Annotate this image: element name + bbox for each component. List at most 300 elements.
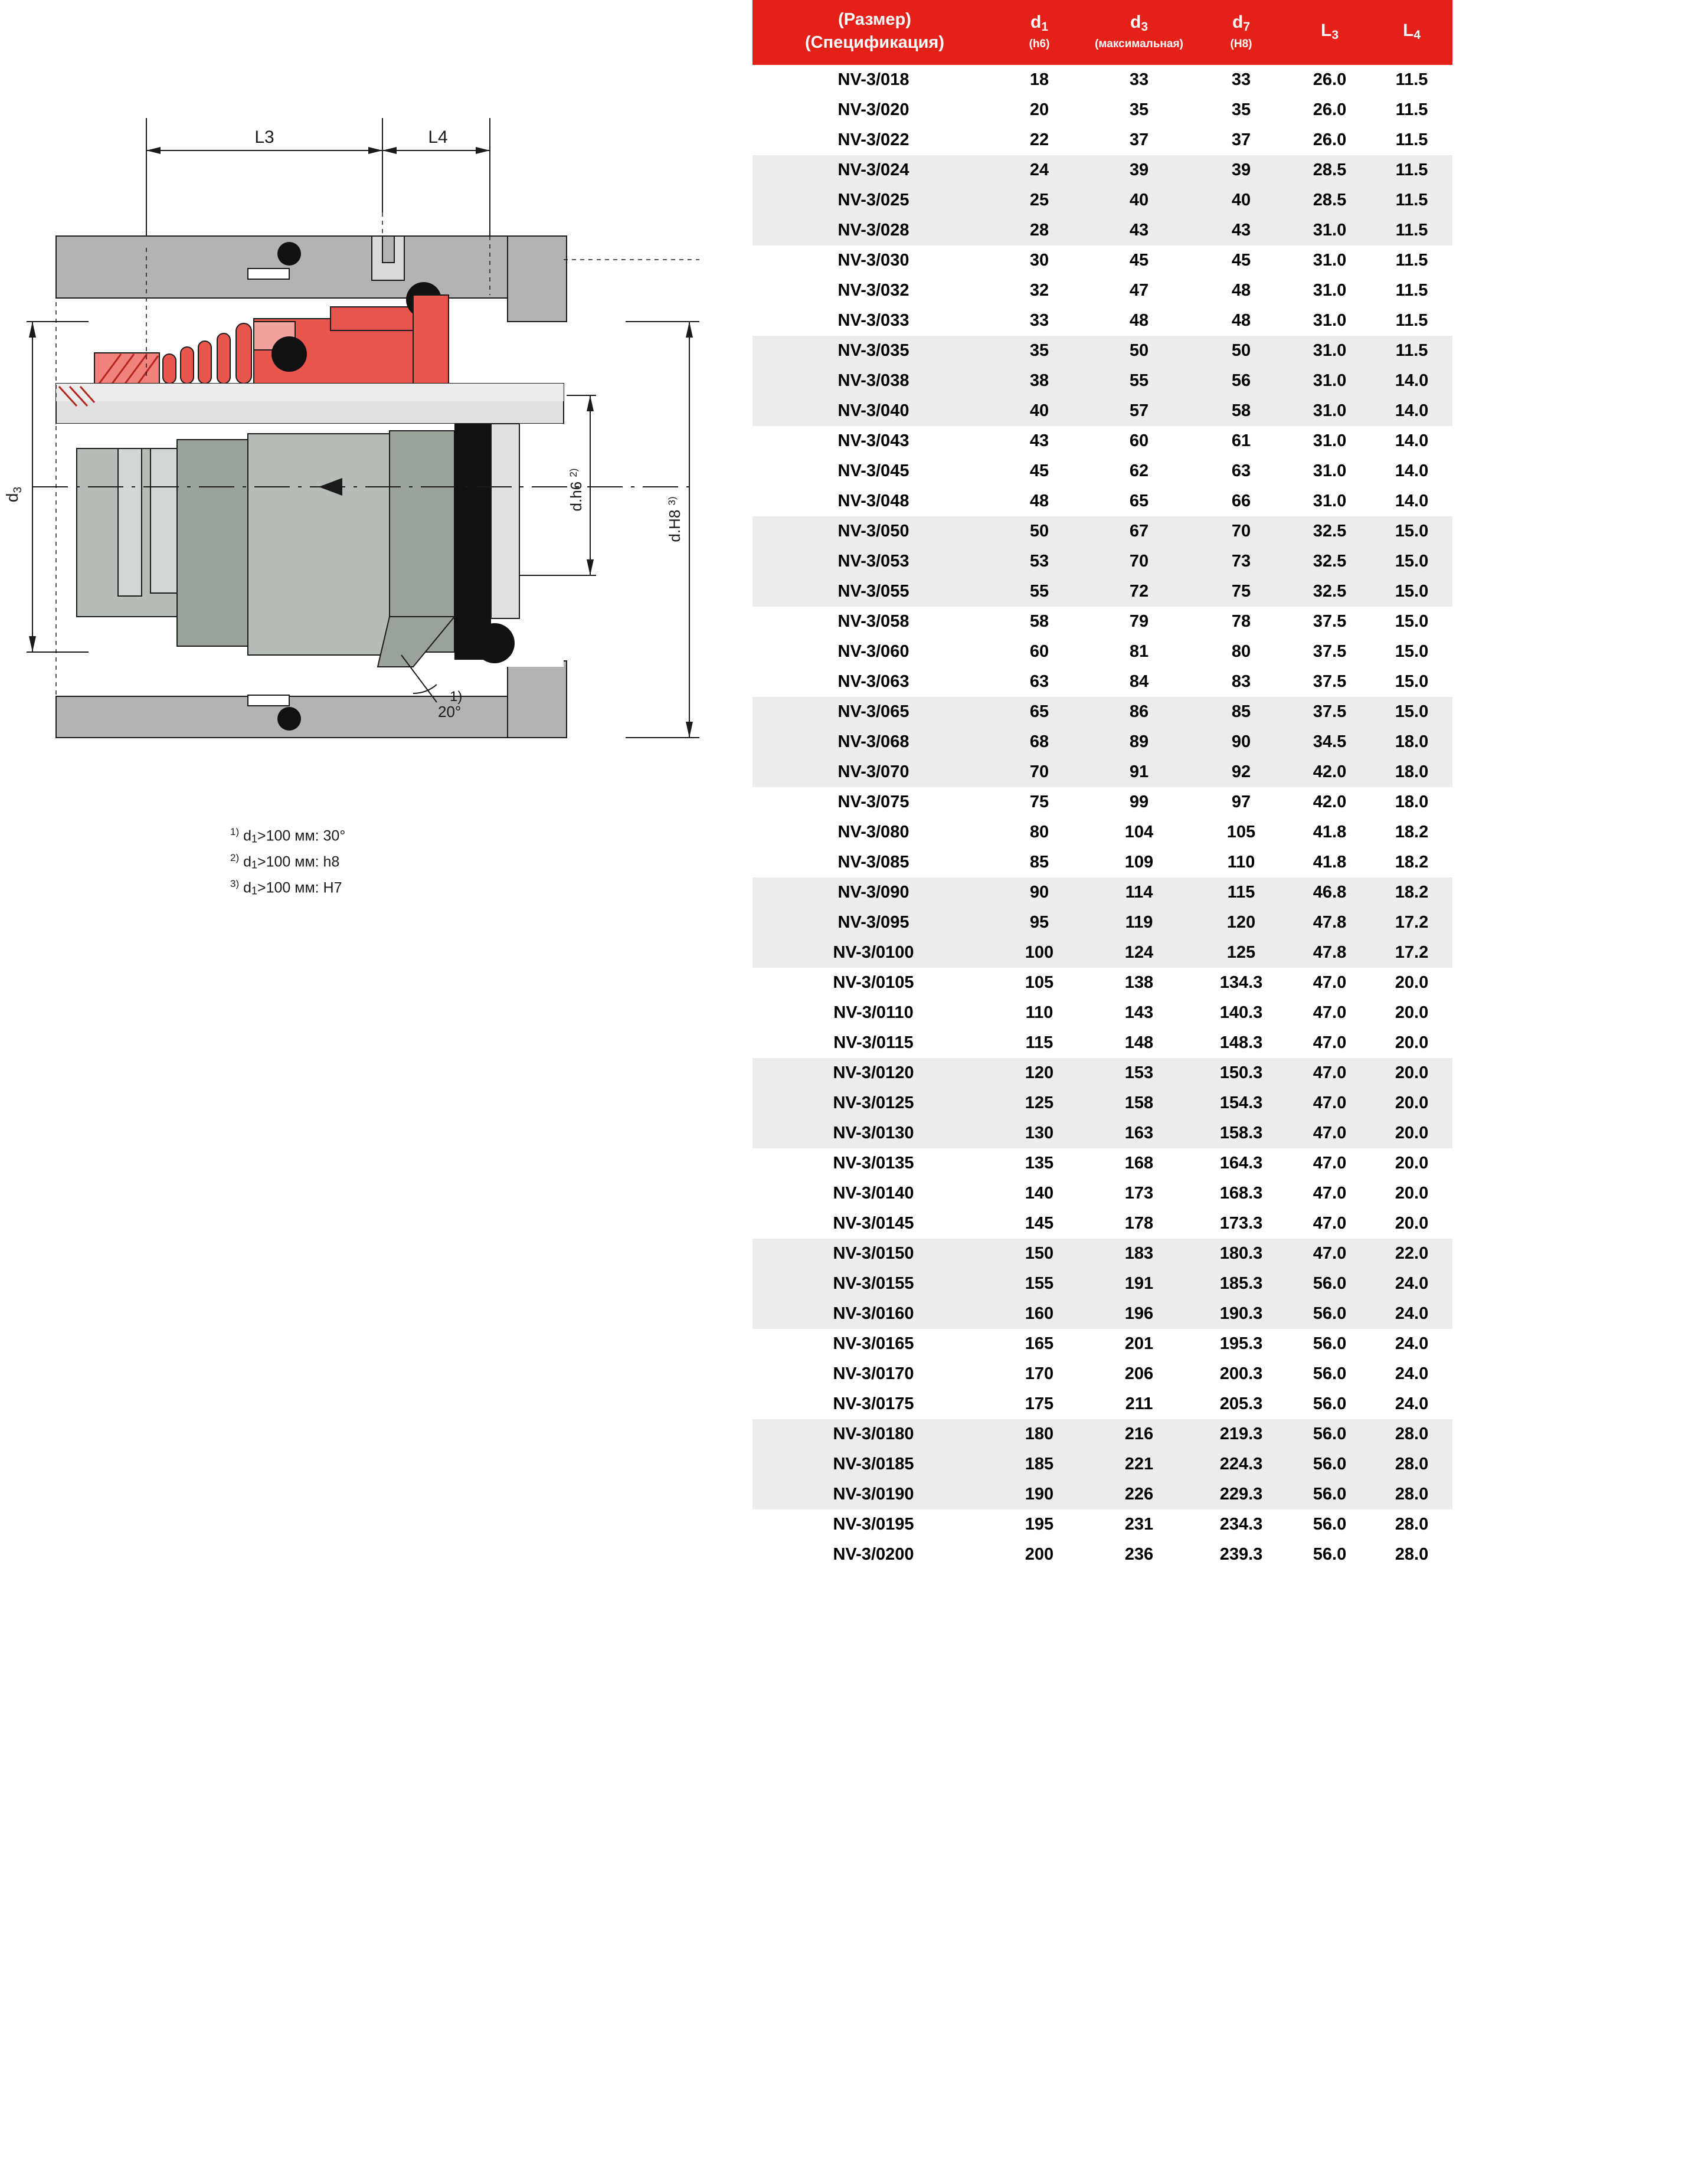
cell-l4: 15.0 [1371,637,1452,667]
table-row [752,125,1452,155]
dimension-label-l4: L4 [428,127,448,147]
cell-size: NV-3/0135 [752,1148,994,1178]
cell-l3: 28.5 [1288,185,1371,215]
cell-d1: 60 [994,637,1084,667]
table-row [752,336,1452,366]
cell-l4: 20.0 [1371,1058,1452,1088]
cell-d3: 99 [1084,787,1194,817]
cell-d1: 30 [994,245,1084,276]
table-row [752,787,1452,817]
cell-d3: 109 [1084,847,1194,877]
cell-l4: 11.5 [1371,215,1452,245]
dimension-label-d3: $d_3$ [3,486,24,503]
column-header-d7-symbol: d [1232,12,1244,32]
column-header-d1 [994,0,1084,65]
cell-l4: 20.0 [1371,998,1452,1028]
cell-l4: 28.0 [1371,1419,1452,1449]
cell-d1: 120 [994,1058,1084,1088]
cell-d7: 90 [1194,727,1288,757]
footnote-1-subscript: 1 [251,833,257,845]
cell-l3: 56.0 [1288,1479,1371,1509]
cell-l4: 11.5 [1371,245,1452,276]
cell-d7: 219.3 [1194,1419,1288,1449]
cell-d3: 70 [1084,546,1194,577]
table-row [752,1299,1452,1329]
cell-l3: 31.0 [1288,276,1371,306]
cell-size: NV-3/038 [752,366,994,396]
cell-d7: 97 [1194,787,1288,817]
cell-l3: 47.0 [1288,1118,1371,1148]
cell-size: NV-3/0155 [752,1269,994,1299]
cell-d3: 216 [1084,1419,1194,1449]
cell-size: NV-3/070 [752,757,994,787]
table-row [752,396,1452,426]
cell-size: NV-3/020 [752,95,994,125]
cell-d3: 148 [1084,1028,1194,1058]
cell-d1: 155 [994,1269,1084,1299]
cell-l4: 20.0 [1371,1028,1452,1058]
cell-size: NV-3/0170 [752,1359,994,1389]
table-row [752,1028,1452,1058]
table-row [752,426,1452,456]
cell-d3: 104 [1084,817,1194,847]
table-row [752,1118,1452,1148]
cell-l4: 20.0 [1371,968,1452,998]
footnote-1-symbol: d [243,827,251,844]
cell-size: NV-3/028 [752,215,994,245]
cell-l3: 31.0 [1288,396,1371,426]
sealing-face-column [454,424,491,660]
cell-d1: 35 [994,336,1084,366]
table-row [752,877,1452,908]
cell-l4: 11.5 [1371,65,1452,95]
cell-d7: 168.3 [1194,1178,1288,1209]
cell-d7: 234.3 [1194,1509,1288,1540]
footnote-1-marker: 1) [230,826,240,837]
cell-d3: 178 [1084,1209,1194,1239]
cell-l3: 31.0 [1288,366,1371,396]
column-header-d7 [1194,0,1288,65]
cell-l3: 56.0 [1288,1329,1371,1359]
cell-d3: 72 [1084,577,1194,607]
table-row [752,1239,1452,1269]
cell-d7: 190.3 [1194,1299,1288,1329]
cell-d7: 92 [1194,757,1288,787]
cell-d1: 43 [994,426,1084,456]
column-header-size-line2: (Спецификация) [805,33,944,53]
cell-l4: 15.0 [1371,667,1452,697]
column-header-size [752,0,994,65]
cell-size: NV-3/0195 [752,1509,994,1540]
cell-d7: 48 [1194,306,1288,336]
cell-l4: 18.2 [1371,847,1452,877]
cell-d3: 60 [1084,426,1194,456]
column-header-d3-symbol: d [1130,12,1141,32]
cell-size: NV-3/0185 [752,1449,994,1479]
cell-d7: 80 [1194,637,1288,667]
cell-l4: 18.2 [1371,877,1452,908]
cell-l3: 56.0 [1288,1389,1371,1419]
cell-size: NV-3/095 [752,908,994,938]
cell-d1: 115 [994,1028,1084,1058]
column-header-d3 [1084,0,1194,65]
cell-d7: 35 [1194,95,1288,125]
cell-d7: 239.3 [1194,1540,1288,1570]
table-row [752,908,1452,938]
cell-size: NV-3/075 [752,787,994,817]
cell-l3: 47.0 [1288,1209,1371,1239]
cell-l3: 56.0 [1288,1540,1371,1570]
cell-d1: 140 [994,1178,1084,1209]
cell-size: NV-3/0180 [752,1419,994,1449]
cell-d3: 67 [1084,516,1194,546]
cell-l3: 37.5 [1288,667,1371,697]
cell-l3: 31.0 [1288,245,1371,276]
table-row [752,155,1452,185]
cell-size: NV-3/0165 [752,1329,994,1359]
cell-d7: 229.3 [1194,1479,1288,1509]
cell-d7: 37 [1194,125,1288,155]
cell-d7: 125 [1194,938,1288,968]
footnote-3-text: >100 мм: H7 [257,879,342,896]
cell-l3: 41.8 [1288,847,1371,877]
cell-d1: 200 [994,1540,1084,1570]
cell-d1: 40 [994,396,1084,426]
cell-d1: 63 [994,667,1084,697]
table-row [752,185,1452,215]
cell-size: NV-3/0175 [752,1389,994,1419]
shaft-highlight [56,384,564,401]
cell-d7: 115 [1194,877,1288,908]
cell-d1: 180 [994,1419,1084,1449]
cell-l3: 46.8 [1288,877,1371,908]
cell-l3: 47.0 [1288,968,1371,998]
dimension-label-dh6: d.h6 $^{2)}$ [567,468,585,512]
cell-d1: 100 [994,938,1084,968]
cell-size: NV-3/0100 [752,938,994,968]
cell-size: NV-3/058 [752,607,994,637]
angle-callout-value: 20° [438,703,462,721]
table-row [752,1419,1452,1449]
footnote-3-subscript: 1 [251,885,257,897]
table-row [752,516,1452,546]
cell-l3: 31.0 [1288,215,1371,245]
cell-d7: 85 [1194,697,1288,727]
dimension-label-l3: L3 [254,127,274,147]
cell-d7: 43 [1194,215,1288,245]
footnote-1-text: >100 мм: 30° [257,827,346,844]
angle-callout-superscript: 1) [450,689,463,705]
cell-size: NV-3/085 [752,847,994,877]
cell-d7: 56 [1194,366,1288,396]
cell-l4: 11.5 [1371,95,1452,125]
cell-d1: 48 [994,486,1084,516]
cell-size: NV-3/050 [752,516,994,546]
cell-d7: 148.3 [1194,1028,1288,1058]
cell-l3: 47.0 [1288,1088,1371,1118]
cell-size: NV-3/060 [752,637,994,667]
cell-l3: 56.0 [1288,1269,1371,1299]
cell-d1: 20 [994,95,1084,125]
cell-d3: 89 [1084,727,1194,757]
cell-l4: 20.0 [1371,1118,1452,1148]
cell-d3: 81 [1084,637,1194,667]
footnote-2-text: >100 мм: h8 [257,853,340,870]
cell-d7: 33 [1194,65,1288,95]
cell-l4: 15.0 [1371,516,1452,546]
cell-d1: 68 [994,727,1084,757]
table-row [752,1540,1452,1570]
cell-l3: 56.0 [1288,1419,1371,1449]
cell-d3: 47 [1084,276,1194,306]
cell-d3: 79 [1084,607,1194,637]
table-row [752,366,1452,396]
cell-l3: 26.0 [1288,65,1371,95]
cell-size: NV-3/0200 [752,1540,994,1570]
cell-size: NV-3/068 [752,727,994,757]
column-header-l3-subscript: 3 [1331,28,1339,42]
column-header-d3-unit: (максимальная) [1095,37,1183,50]
cell-l4: 28.0 [1371,1540,1452,1570]
column-header-size-line1: (Размер) [838,10,911,29]
cell-d1: 110 [994,998,1084,1028]
cell-l3: 42.0 [1288,787,1371,817]
cell-l4: 15.0 [1371,697,1452,727]
footnote-3-symbol: d [243,879,251,896]
footnote-3 [230,875,345,901]
cell-d1: 58 [994,607,1084,637]
table-row [752,577,1452,607]
table-row [752,637,1452,667]
cell-size: NV-3/065 [752,697,994,727]
cell-size: NV-3/0130 [752,1118,994,1148]
cell-d3: 236 [1084,1540,1194,1570]
dimension-label-dh8: d.H8 $^{3)}$ [666,496,683,542]
housing-groove [372,236,404,280]
footnote-2 [230,849,345,875]
cell-d7: 134.3 [1194,968,1288,998]
column-header-d7-unit: (H8) [1230,37,1252,50]
cell-d1: 160 [994,1299,1084,1329]
cell-d7: 180.3 [1194,1239,1288,1269]
table-row [752,1509,1452,1540]
cell-d7: 61 [1194,426,1288,456]
cell-size: NV-3/0115 [752,1028,994,1058]
cell-l4: 22.0 [1371,1239,1452,1269]
cell-l4: 28.0 [1371,1449,1452,1479]
column-header-l3 [1288,0,1371,65]
technical-drawing [0,0,735,1003]
cell-l3: 47.0 [1288,1028,1371,1058]
cell-l4: 17.2 [1371,908,1452,938]
cell-l3: 34.5 [1288,727,1371,757]
cell-l3: 47.0 [1288,1058,1371,1088]
cell-d3: 91 [1084,757,1194,787]
cell-d3: 231 [1084,1509,1194,1540]
cell-d7: 195.3 [1194,1329,1288,1359]
cell-d3: 138 [1084,968,1194,998]
table-row [752,1269,1452,1299]
cell-l3: 28.5 [1288,155,1371,185]
cell-l3: 47.0 [1288,998,1371,1028]
cell-l4: 20.0 [1371,1088,1452,1118]
table-row [752,245,1452,276]
table-row [752,1178,1452,1209]
cell-l4: 11.5 [1371,306,1452,336]
cell-size: NV-3/045 [752,456,994,486]
secondary-oring [475,623,515,663]
cell-l4: 24.0 [1371,1329,1452,1359]
table-body [752,65,1452,1570]
table-row [752,1449,1452,1479]
cell-d1: 190 [994,1479,1084,1509]
cell-d1: 85 [994,847,1084,877]
cell-d3: 168 [1084,1148,1194,1178]
cell-size: NV-3/030 [752,245,994,276]
table-row [752,1389,1452,1419]
cell-l4: 20.0 [1371,1178,1452,1209]
cell-d7: 70 [1194,516,1288,546]
cell-size: NV-3/0190 [752,1479,994,1509]
cell-l3: 32.5 [1288,577,1371,607]
table-row [752,727,1452,757]
cell-size: NV-3/0120 [752,1058,994,1088]
cell-l3: 26.0 [1288,95,1371,125]
table-row [752,1359,1452,1389]
cell-d7: 75 [1194,577,1288,607]
table-row [752,306,1452,336]
cell-d3: 183 [1084,1239,1194,1269]
cell-d7: 66 [1194,486,1288,516]
cell-l4: 20.0 [1371,1209,1452,1239]
cell-d1: 22 [994,125,1084,155]
cell-l3: 32.5 [1288,546,1371,577]
footnote-2-marker: 2) [230,852,240,864]
specification-table [752,0,1452,1570]
cell-d3: 201 [1084,1329,1194,1359]
cell-d1: 75 [994,787,1084,817]
table-row [752,65,1452,95]
cell-d1: 105 [994,968,1084,998]
cell-size: NV-3/018 [752,65,994,95]
table-row [752,546,1452,577]
cell-d1: 28 [994,215,1084,245]
cell-d3: 163 [1084,1118,1194,1148]
cell-d1: 165 [994,1329,1084,1359]
cell-l4: 18.0 [1371,727,1452,757]
cell-d3: 40 [1084,185,1194,215]
drawing-footnotes [230,823,345,901]
cell-d1: 25 [994,185,1084,215]
cell-d3: 226 [1084,1479,1194,1509]
cell-l4: 14.0 [1371,366,1452,396]
table-row [752,456,1452,486]
cell-l3: 31.0 [1288,336,1371,366]
cell-d1: 130 [994,1118,1084,1148]
cell-l3: 37.5 [1288,607,1371,637]
cell-d7: 205.3 [1194,1389,1288,1419]
cell-d7: 58 [1194,396,1288,426]
cell-l4: 11.5 [1371,125,1452,155]
cell-d3: 191 [1084,1269,1194,1299]
cell-l3: 56.0 [1288,1359,1371,1389]
cell-l4: 18.0 [1371,757,1452,787]
cell-l3: 37.5 [1288,697,1371,727]
cell-d7: 40 [1194,185,1288,215]
cell-l4: 15.0 [1371,546,1452,577]
column-header-l3-symbol: L [1320,20,1332,40]
column-header-d1-unit: (h6) [1029,37,1050,50]
column-header-l4 [1371,0,1452,65]
cell-d1: 70 [994,757,1084,787]
cell-d3: 43 [1084,215,1194,245]
cell-l4: 17.2 [1371,938,1452,968]
cell-size: NV-3/0140 [752,1178,994,1209]
cell-l4: 24.0 [1371,1299,1452,1329]
cell-l3: 37.5 [1288,637,1371,667]
cell-d3: 84 [1084,667,1194,697]
column-header-d7-subscript: 7 [1243,20,1250,34]
cell-d1: 145 [994,1209,1084,1239]
cell-d7: 45 [1194,245,1288,276]
cell-d1: 18 [994,65,1084,95]
cell-l3: 31.0 [1288,456,1371,486]
cell-d3: 173 [1084,1178,1194,1209]
footnote-2-subscript: 1 [251,859,257,871]
cell-d1: 65 [994,697,1084,727]
cell-size: NV-3/022 [752,125,994,155]
cell-d7: 48 [1194,276,1288,306]
cell-d1: 50 [994,516,1084,546]
table-row [752,95,1452,125]
cell-size: NV-3/053 [752,546,994,577]
cell-d1: 90 [994,877,1084,908]
cell-d7: 185.3 [1194,1269,1288,1299]
cell-size: NV-3/0125 [752,1088,994,1118]
cell-d3: 221 [1084,1449,1194,1479]
cell-d1: 95 [994,908,1084,938]
cell-size: NV-3/0110 [752,998,994,1028]
cell-l4: 18.0 [1371,787,1452,817]
table-row [752,1479,1452,1509]
cell-l3: 47.8 [1288,938,1371,968]
cell-l3: 56.0 [1288,1509,1371,1540]
cell-d1: 80 [994,817,1084,847]
cell-d7: 140.3 [1194,998,1288,1028]
cell-d3: 50 [1084,336,1194,366]
cell-l3: 31.0 [1288,306,1371,336]
column-header-l4-symbol: L [1402,20,1414,40]
table-row [752,1088,1452,1118]
cell-d7: 50 [1194,336,1288,366]
cell-d1: 53 [994,546,1084,577]
cell-l3: 47.0 [1288,1239,1371,1269]
cell-d3: 35 [1084,95,1194,125]
cell-l4: 24.0 [1371,1359,1452,1389]
cell-size: NV-3/063 [752,667,994,697]
cell-l4: 28.0 [1371,1479,1452,1509]
cell-d1: 150 [994,1239,1084,1269]
cell-d3: 39 [1084,155,1194,185]
cell-d7: 83 [1194,667,1288,697]
cell-l4: 11.5 [1371,185,1452,215]
cell-d3: 65 [1084,486,1194,516]
cell-d1: 125 [994,1088,1084,1118]
cell-d3: 37 [1084,125,1194,155]
cell-l3: 41.8 [1288,817,1371,847]
cell-d7: 158.3 [1194,1118,1288,1148]
specification-table-panel [735,0,1708,1570]
